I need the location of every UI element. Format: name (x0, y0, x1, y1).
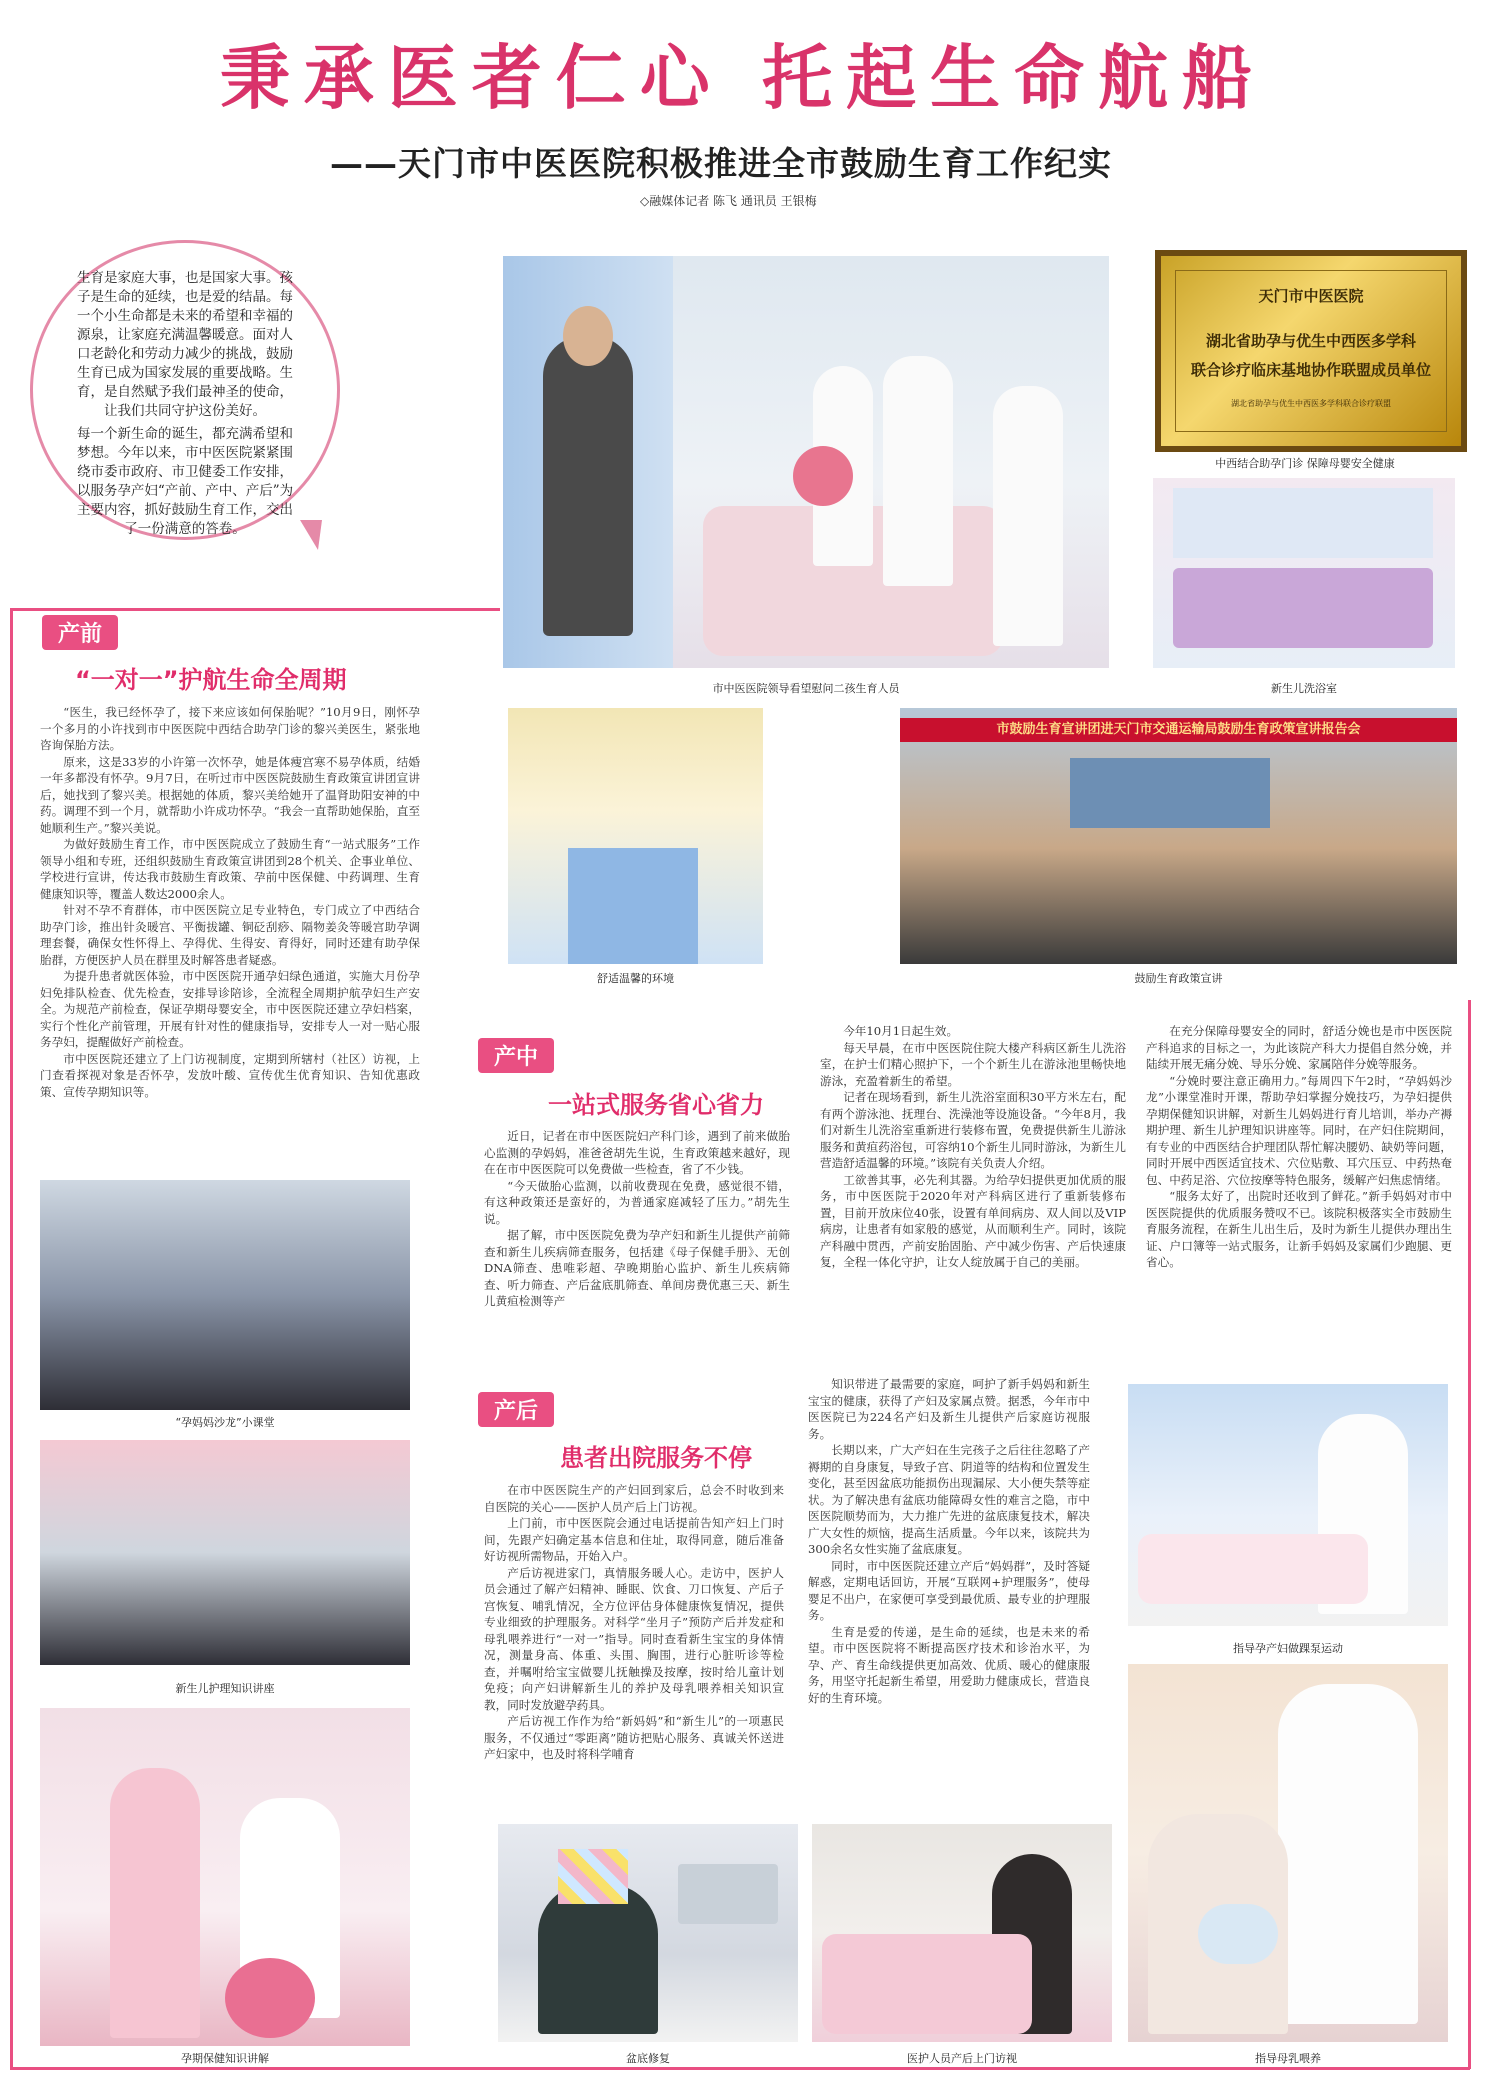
bottom-frame-line (10, 2067, 1470, 2070)
page-subtitle: ——天门市中医医院积极推进全市鼓励生育工作纪实 (330, 144, 1112, 183)
page-title: 秉承医者仁心 托起生命航船 (219, 36, 1267, 119)
person-head (563, 306, 613, 366)
byline: ◇融媒体记者 陈飞 通讯员 王银梅 (640, 194, 817, 208)
lecture-banner: 市鼓励生育宣讲团进天门市交通运输局鼓励生育政策宣讲报告会 (900, 718, 1457, 742)
intro-bubble (30, 240, 340, 540)
intrapartum-column-3 (1146, 1023, 1452, 1271)
postpartum-paragraph: 上门前，市中医医院会通过电话提前告知产妇上门时间，先跟产妇确定基本信息和住址，取得同意，随后准备好访视所需物品，开始入户。 (484, 1516, 784, 1563)
prenatal-paragraph: “医生，我已经怀孕了，接下来应该如何保胎呢？”10月9日，刚怀孕一个多月的小许找到市中医医院中西结合助孕门诊的黎兴美医生，紧张地咨询保胎方法。 (40, 705, 420, 752)
intrapartum-paragraph: “今天做胎心监测，以前收费现在免费，感觉很不错，有这种政策还是蛮好的，为普通家庭减轻了压力。”胡先生说。 (484, 1178, 790, 1226)
pelvic-photo (498, 1824, 798, 2042)
postpartum-paragraph: 长期以来，广大产妇在生完孩子之后往往忽略了产褥期的自身康复，导致子宫、阴道等的结构和位置发生变化，甚至因盆底功能损伤出现漏尿、大小便失禁等症状。为了解决患有盆底功能障碍女性的难言之隐，市中医医院顺势而为，大力推广先进的盆底康复技术，解决广大女性的烦恼，提高生活质量。今年以来，该院共为300余名女性实施了盆底康复。 (808, 1443, 1090, 1556)
privacy-blur (558, 1849, 628, 1904)
bath-photo (1153, 478, 1455, 668)
plaque-line-1: 湖北省助孕与优生中西医多学科 (1205, 332, 1416, 350)
intrapartum-column-1 (484, 1128, 790, 1310)
right-frame-line (1468, 1000, 1471, 2069)
corridor-floor (568, 848, 698, 964)
plaque-inner (1175, 270, 1447, 432)
caption-exercise: 指导孕产妇做踝泵运动 (1233, 1642, 1343, 1655)
intro-paragraph: 生育是家庭大事，也是国家大事。孩子是生命的延续，也是爱的结晶。每一个小生命都是未来的希望和幸福的源泉，让家庭充满温馨暖意。面对人口老龄化和劳动力减少的挑战，鼓励生育已成为国家发展的重要战略。生育，是自然赋予我们最神圣的使命，让我们共同守护这份美好。 (77, 270, 293, 419)
postpartum-column-2 (808, 1376, 1090, 1706)
left-frame-line (10, 610, 13, 2070)
intro-paragraph: 每一个新生命的诞生，都充满希望和梦想。今年以来，市中医医院紧紧围绕市委市政府、市卫健委工作安排，以服务孕产妇“产前、产中、产后”为主要内容，抓好鼓励生育工作，交出了一份满意的答卷。 (76, 426, 294, 537)
bed (822, 1934, 1032, 2034)
prenatal-column (40, 704, 420, 1100)
exercise-ball (225, 1958, 315, 2038)
bath-wall-art (1173, 488, 1433, 558)
tag-intrapartum: 产中 (478, 1038, 554, 1073)
tag-postpartum: 产后 (478, 1392, 554, 1427)
intrapartum-paragraph: 每天早晨，在市中医医院住院大楼产科病区新生儿洗浴室，在护士们精心照护下，一个个新生儿在游泳池里畅快地游泳，充盈着新生的希望。 (820, 1040, 1126, 1088)
postpartum-paragraph: 产后访视进家门，真情服务暖人心。走访中，医护人员会通过了解产妇精神、睡眠、饮食、刀口恢复、产后子宫恢复、哺乳情况，全方位评估身体健康恢复情况，提供专业细致的护理服务。对科学“坐月子”预防产后并发症和母乳喂养进行“一对一”指导。同时查看新生宝宝的身体情况，测量身高、体重、头围、胸围，进行心脏听诊等检查，并嘱咐给宝宝做婴儿抚触操及按摩，按时给儿童计划免疫；向产妇讲解新生儿的养护及母乳喂养相关知识宣教，同时发放避孕药具。 (484, 1565, 784, 1712)
caption-newborn: 新生儿护理知识讲座 (175, 1682, 275, 1695)
person-husband (543, 336, 633, 636)
intrapartum-paragraph: “服务太好了，出院时还收到了鲜花。”新手妈妈对市中医医院提供的优质服务赞叹不已。该院积极落实全市鼓励生育服务流程，在新生儿出生后，及时为新生儿提供办理出生证、户口簿等一站式服务，让新手妈妈及家属们少跑腿、更省心。 (1146, 1189, 1452, 1269)
patient-bed (1138, 1534, 1368, 1604)
prenatal-paragraph: 为做好鼓励生育工作，市中医医院成立了鼓励生育“一站式服务”工作领导小组和专班，还组织鼓励生育政策宣讲团到28个机关、企事业单位、学校进行宣讲，传达我市鼓励生育政策、孕前中医保健、中药调理、生育健康知识等，覆盖人数达2000余人。 (40, 837, 420, 901)
intrapartum-paragraph: 工欲善其事，必先利其器。为给孕妇提供更加优质的服务，市中医医院于2020年对产科病区进行了重新装修布置，目前开放床位40张，设置有单间病房、双人间以及VIP病房，让患者有如家般的感觉，从而顺利生产。同时，该院产科融中贯西，产前安胎固胎、产中减少伤害、产后快速康复，全程一体化守护，让女人绽放属于自己的美丽。 (820, 1172, 1126, 1269)
lecture-screen (1070, 758, 1270, 828)
intrapartum-paragraph: 近日，记者在市中医医院妇产科门诊，遇到了前来做胎心监测的孕妈妈，准爸爸胡先生说，生育政策越来越好，现在在市中医医院可以免费做一些检查，省了不少钱。 (484, 1129, 790, 1176)
caption-pelvic: 盆底修复 (626, 2052, 670, 2065)
caption-hero: 市中医医院领导看望慰问二孩生育人员 (712, 682, 900, 695)
postpartum-paragraph: 产后访视工作作为给“新妈妈”和“新生儿”的一项惠民服务，不仅通过“零距离”随访把贴心服务、真诚关怀送进产妇家中，也及时将科学哺育 (484, 1714, 784, 1761)
baby-figure (1198, 1904, 1278, 1964)
tag-prenatal: 产前 (42, 615, 118, 650)
flower-bouquet (793, 446, 853, 506)
nurse-figure (110, 1768, 200, 2038)
postpartum-paragraph: 生育是爱的传递，是生命的延续，也是未来的希望。市中医医院将不断提高医疗技术和诊治水平，为孕、产、育生命线提供更加高效、优质、暖心的健康服务，用坚守托起新生希望，用爱助力健康成长，营造良好的生育环境。 (808, 1624, 1090, 1705)
patient-figure (538, 1884, 658, 2034)
caption-class: “孕妈妈沙龙”小课堂 (175, 1416, 275, 1429)
caption-breastfeed: 指导母乳喂养 (1255, 2052, 1321, 2065)
nurse-figure (1278, 1684, 1418, 2024)
intrapartum-paragraph: 据了解，市中医医院免费为孕产妇和新生儿提供产前筛查和新生儿疾病筛查服务，包括建《母子保健手册》、无创DNA筛查、患唯彩超、孕晚期胎心监护、新生儿疾病筛查、听力筛查、产后盆底肌筛查、单间房费优惠三天、新生儿黄疸检测等产 (484, 1228, 790, 1308)
doctor-2 (883, 356, 953, 586)
caption-corridor: 舒适温馨的环境 (597, 972, 674, 985)
corridor-photo (508, 708, 763, 964)
caption-pregnancy: 孕期保健知识讲解 (181, 2052, 269, 2065)
intrapartum-paragraph: 今年10月1日起生效。 (843, 1024, 959, 1038)
doctor-3 (993, 386, 1063, 646)
intrapartum-paragraph: 记者在现场看到，新生儿洗浴室面积30平方米左右，配有两个游泳池、抚理台、洗澡池等设施设备。“今年8月，我们对新生儿洗浴室重新进行装修布置，免费提供新生儿游泳服务和黄疸药浴包，可容纳10个新生儿同时游泳，为新生儿营造舒适温馨的环境。”该院有关负责人介绍。 (820, 1090, 1126, 1170)
plaque-hospital: 天门市中医医院 (1258, 287, 1364, 305)
caption-visit: 医护人员产后上门访视 (907, 2052, 1017, 2065)
prenatal-paragraph: 市中医医院还建立了上门访视制度，定期到所辖村（社区）访视，上门查看探视对象是否怀孕，发放叶酸、宣传优生优育知识、告知优惠政策、宣传孕期知识等。 (40, 1051, 420, 1099)
caption-bath: 新生儿洗浴室 (1271, 682, 1337, 695)
device-monitor (678, 1864, 778, 1924)
intrapartum-paragraph: 在充分保障母婴安全的同时，舒适分娩也是市中医医院产科追求的目标之一，为此该院产科大力提倡自然分娩，并陆续开展无痛分娩、导乐分娩、家属陪伴分娩等服务。 (1146, 1024, 1452, 1071)
prenatal-paragraph: 原来，这是33岁的小许第一次怀孕，她是体瘦宫寒不易孕体质，结婚一年多都没有怀孕。9月7日，在听过市中医医院鼓励生育政策宣讲团宣讲后，她找到了黎兴美。根据她的体质，黎兴美给她开了温肾助阳安神的中药。调理不到一个月，就帮助小许成功怀孕。“我会一直帮助她保胎，直至她顺利生产。”黎兴美说。 (40, 754, 420, 835)
head-intrapartum: 一站式服务省心省力 (548, 1091, 764, 1119)
class-photo (40, 1180, 410, 1410)
caption-plaque: 中西结合助孕门诊 保障母婴安全健康 (1215, 457, 1395, 470)
newborn-photo (40, 1440, 410, 1665)
head-postpartum: 患者出院服务不停 (560, 1444, 752, 1472)
plaque-photo (1155, 250, 1467, 452)
breastfeed-photo (1128, 1664, 1448, 2042)
pregnancy-photo (40, 1708, 410, 2046)
prenatal-paragraph: 针对不孕不育群体，市中医医院立足专业特色，专门成立了中西结合助孕门诊，推出针灸暖宫、平衡拔罐、铜砭刮痧、隔物姜灸等暖宫助孕调理套餐，确保女性怀得上、孕得优、生得安、育得好，同时还建有助孕保胎群，方便医护人员在群里及时解答患者疑惑。 (40, 903, 420, 967)
postpartum-paragraph: 知识带进了最需要的家庭，呵护了新手妈妈和新生宝宝的健康，获得了产妇及家属点赞。据悉，今年市中医医院已为224名产妇及新生儿提供产后家庭访视服务。 (808, 1377, 1090, 1441)
hero-photo (503, 256, 1109, 668)
intrapartum-column-2 (820, 1023, 1126, 1271)
head-prenatal: “一对一”护航生命全周期 (75, 666, 347, 694)
visit-photo (812, 1824, 1112, 2042)
postpartum-column-1 (484, 1482, 784, 1763)
bath-tub (1173, 568, 1433, 648)
lecture-photo (900, 708, 1457, 964)
plaque-line-2: 联合诊疗临床基地协作联盟成员单位 (1190, 361, 1431, 379)
postpartum-paragraph: 在市中医医院生产的产妇回到家后，总会不时收到来自医院的关心——医护人员产后上门访视。 (484, 1483, 784, 1514)
left-frame-top (10, 608, 500, 611)
caption-lecture: 鼓励生育政策宣讲 (1134, 972, 1223, 985)
intrapartum-paragraph: “分娩时要注意正确用力。”每周四下午2时，“孕妈妈沙龙”小课堂准时开课，帮助孕妇掌握分娩技巧，为孕妇提供孕期保健知识讲解，对新生儿妈妈进行育儿培训，举办产褥期护理、新生儿护理知识讲座等。同时，在产妇住院期间，有专业的中西医结合护理团队帮忙解决腰奶、缺奶等问题，同时开展中西医适宜技术、穴位贴敷、耳穴压豆、中药热奄包、中药足浴、穴位按摩等特色服务，缓解产妇焦虑情绪。 (1146, 1073, 1452, 1187)
exercise-photo (1128, 1384, 1448, 1626)
postpartum-paragraph: 同时，市中医医院还建立产后“妈妈群”，及时答疑解惑，定期电话回访，开展“互联网+护理服务”，使母婴足不出户，在家便可享受到最优质、最专业的护理服务。 (808, 1558, 1090, 1622)
bubble-tail (300, 520, 322, 550)
prenatal-paragraph: 为提升患者就医体验，市中医医院开通孕妇绿色通道，实施大月份孕妇免排队检查、优先检查，安排导诊陪诊，全流程全周期护航孕妇生产安全。为规范产前检查，保证孕期母婴安全，市中医医院还建立孕妇档案，实行个性化产前管理，开展有针对性的健康指导，安排专人一对一贴心服务孕妇，提醒做好产前检查。 (40, 969, 420, 1049)
plaque-line-3: 湖北省助孕与优生中西医多学科联合诊疗联盟 (1231, 399, 1391, 408)
